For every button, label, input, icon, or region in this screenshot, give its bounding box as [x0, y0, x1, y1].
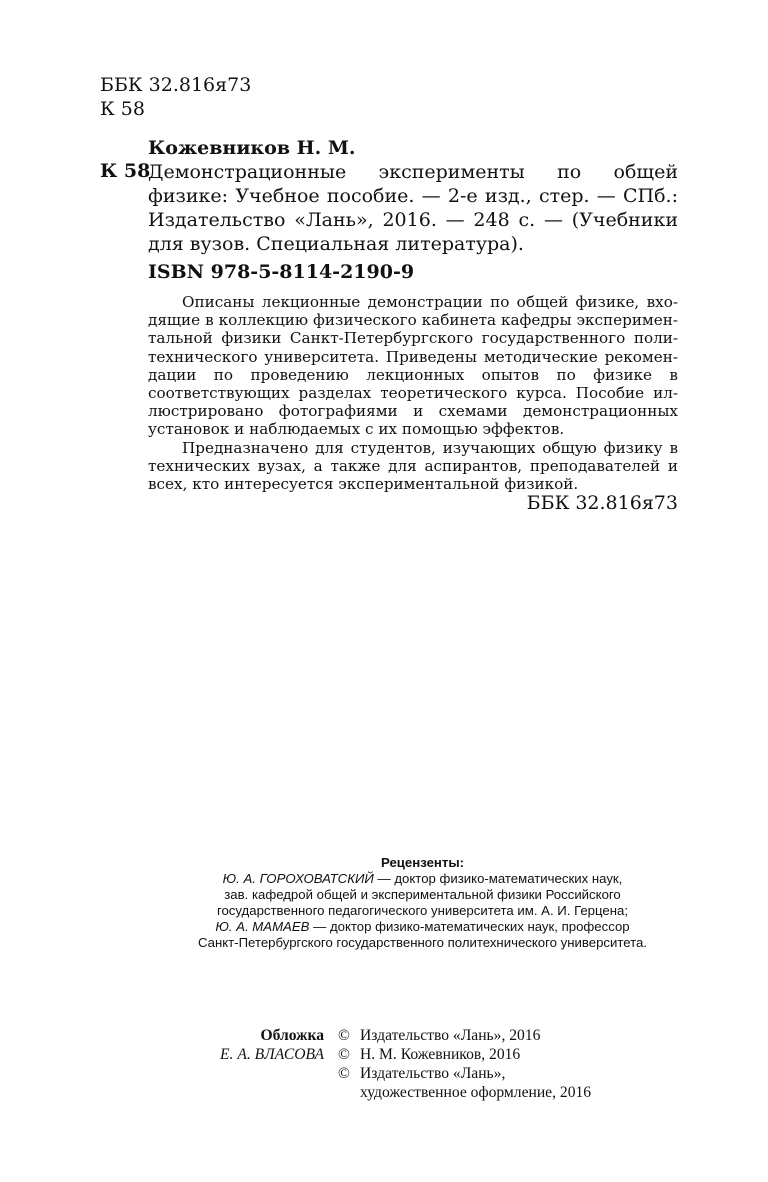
abstract-line: Описаны лекционные демонстрации по общей физике, вхо- [182, 293, 678, 311]
copyright-row [150, 1045, 591, 1064]
cover-label: Обложка [260, 1027, 324, 1044]
reviewer-line [100, 871, 745, 887]
reviewer-line: государственного педагогического университета им. А. И. Герцена; [216, 903, 629, 918]
reviewer-line: Санкт-Петербургского государственного политехнического университета. [197, 935, 648, 950]
reviewer-credentials: — доктор физико-математических наук, профессор [309, 919, 630, 934]
cover-artist: Е. А. ВЛАСОВА [220, 1046, 324, 1063]
abstract-line: установок и наблюдаемых с их помощью эффектов. [148, 420, 565, 439]
reviewer-line [100, 919, 745, 935]
abstract-paragraph [148, 439, 678, 494]
description-line: физике: Учебное пособие. — 2-е изд., стер. — СПб.: [148, 185, 678, 207]
copyright-text: художественное оформление, 2016 [360, 1084, 592, 1101]
description-line: для вузов. Специальная литература). [148, 233, 524, 255]
bbk-code-bottom: ББК 32.816я73 [526, 492, 678, 514]
copyright-symbol: © [338, 1065, 350, 1082]
isbn: ISBN 978-5-8114-2190-9 [148, 261, 415, 283]
copyright-text: Издательство «Лань», 2016 [360, 1027, 541, 1044]
copyright-spacer [150, 1083, 338, 1102]
reviewer-name: Ю. А. МАМАЕВ [215, 919, 310, 934]
abstract-line: дящие в коллекцию физического кабинета кафедры эксперимен- [148, 311, 678, 330]
copyright-row [150, 1064, 591, 1083]
author-name: Кожевников Н. М. [148, 137, 356, 159]
abstract-line: дации по проведению лекционных опытов по физике в [148, 365, 678, 384]
abstract-paragraph [148, 293, 678, 439]
copyright-row [150, 1083, 591, 1102]
reviewer-credentials: — доктор физико-математических наук, [373, 871, 623, 886]
abstract-line: тальной физики Санкт-Петербургского государственного поли- [148, 329, 678, 348]
copyright-row [150, 1026, 591, 1045]
copyright-block [150, 1026, 591, 1102]
abstract-line: люстрировано фотографиями и схемами демонстрационных [148, 402, 678, 421]
copyright-symbol: © [338, 1027, 350, 1044]
reviewers-title: Рецензенты: [380, 855, 464, 870]
copyright-symbol: © [338, 1046, 350, 1063]
copyright-text: Издательство «Лань», [360, 1065, 506, 1082]
abstract-line: технических вузах, а также для аспирантов, преподавателей и [148, 456, 678, 475]
reviewers-block [100, 855, 745, 951]
author-index: К 58 [100, 160, 151, 182]
copyright-spacer [150, 1064, 338, 1083]
bbk-code-top: ББК 32.816я73 [100, 74, 252, 96]
reviewer-name: Ю. А. ГОРОХОВАТСКИЙ [222, 871, 374, 886]
bibliographic-description [148, 160, 678, 256]
abstract-line: всех, кто интересуется экспериментальной физикой. [148, 475, 579, 494]
abstract-line: соответствующих разделах теоретического курса. Пособие ил- [148, 384, 678, 403]
copyright-symbol-blank [338, 1083, 360, 1102]
description-line: Демонстрационные эксперименты по общей [148, 161, 678, 183]
abstract-line: Предназначено для студентов, изучающих общую физику в [182, 438, 678, 457]
description-line: Издательство «Лань», 2016. — 248 с. — (Учебники [148, 209, 678, 231]
abstract [148, 293, 678, 493]
abstract-line: технического университета. Приведены методические рекомен- [148, 347, 678, 366]
author-index-top: К 58 [100, 98, 145, 120]
copyright-text: Н. М. Кожевников, 2016 [360, 1046, 521, 1063]
reviewer-line: зав. кафедрой общей и экспериментальной физики Российского [224, 887, 621, 902]
